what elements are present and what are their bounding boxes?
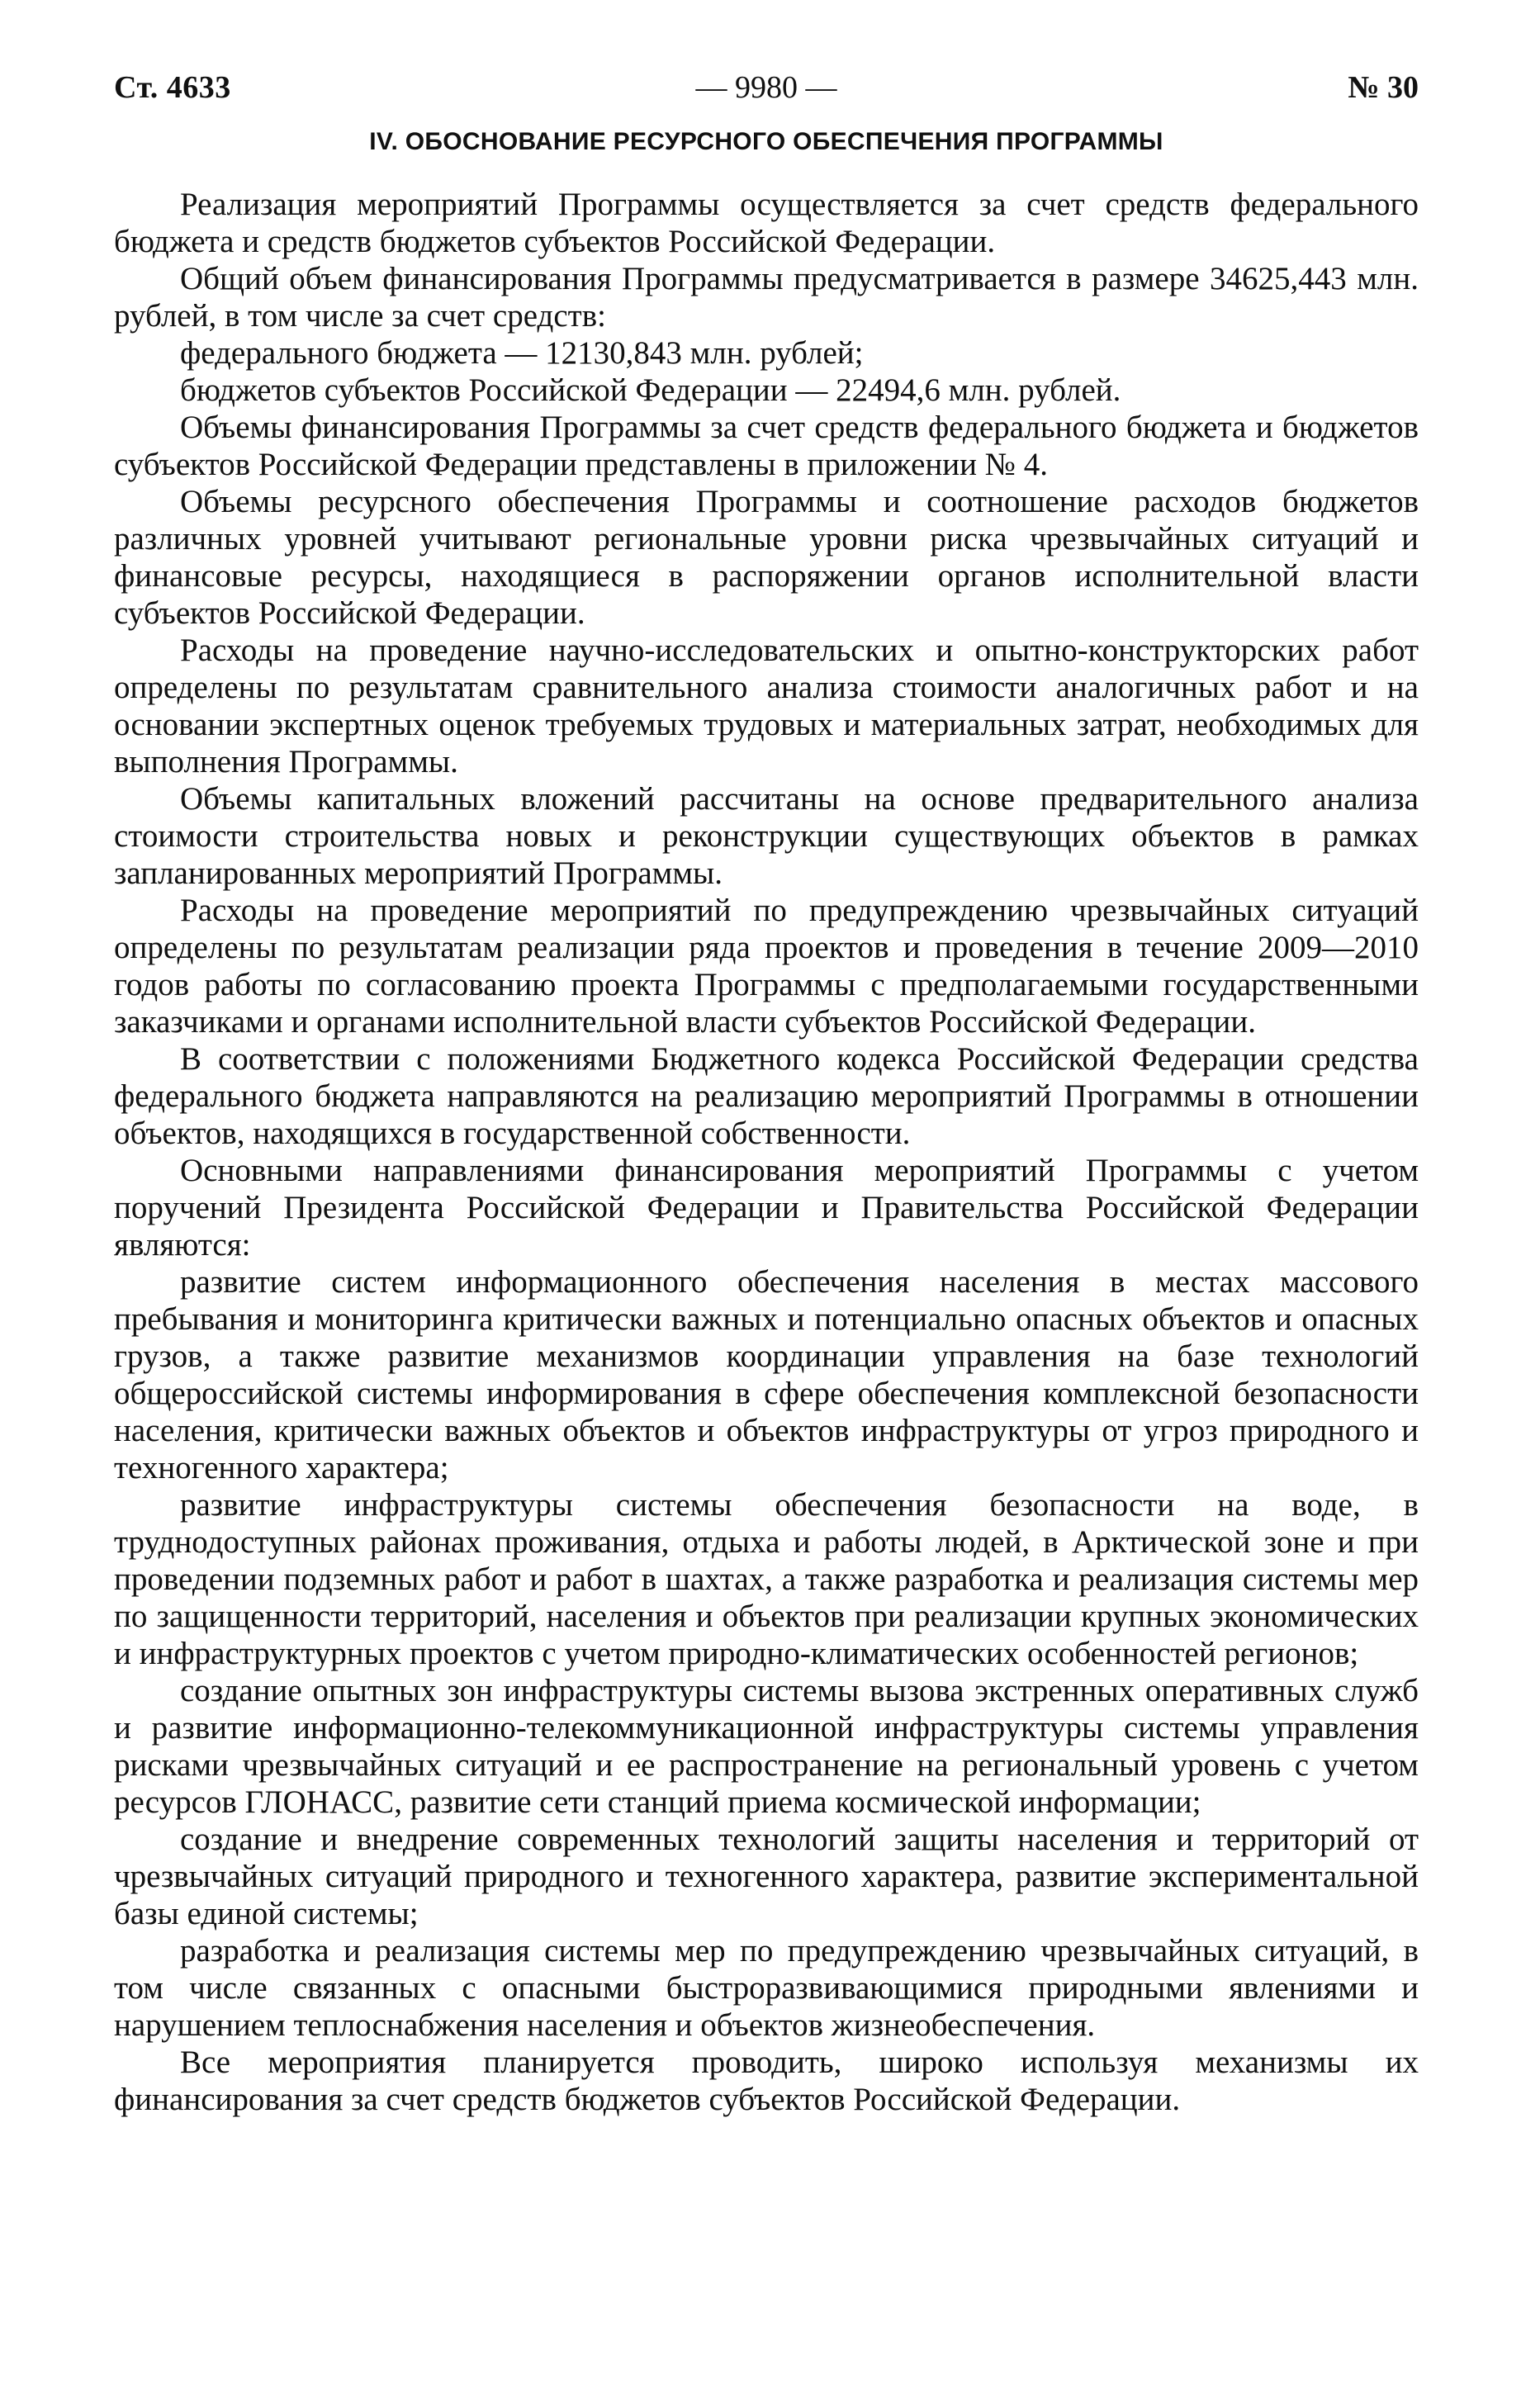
paragraph: бюджетов субъектов Российской Федерации — 22494,6 млн. рублей. bbox=[180, 372, 1121, 408]
page-header bbox=[114, 69, 1419, 119]
issue-number: № 30 bbox=[1348, 70, 1419, 105]
body-text bbox=[114, 186, 1419, 2118]
paragraph: В соответствии с положениями Бюджетного кодекса Российской Федерации средства федерального бюджета направляются на реализацию мероприятий Программы в отношении объектов, находящихся в государственной собственности. bbox=[114, 1041, 1419, 1151]
list-item: создание и внедрение современных технологий защиты населения и территорий от чрезвычайных ситуаций природного и техногенного характера, развитие экспериментальной базы единой системы; bbox=[114, 1822, 1419, 1931]
paragraph: Объемы ресурсного обеспечения Программы и соотношение расходов бюджетов различных уровней учитывают региональные уровни риска чрезвычайных ситуаций и финансовые ресурсы, находящиеся в распоряжении органов исполнительной власти субъектов Российской Федерации. bbox=[114, 484, 1419, 631]
list-item: создание опытных зон инфраструктуры системы вызова экстренных оперативных служб и развитие информационно-телекоммуникационной инфраструктуры системы управления рисками чрезвычайных ситуаций и ее распространение на региональный уровень с учетом ресурсов ГЛОНАСС, развитие сети станций приема космической информации; bbox=[114, 1673, 1419, 1820]
list-item: развитие систем информационного обеспечения населения в местах массового пребывания и мониторинга критически важных и потенциально опасных объектов и опасных грузов, а также развитие механизмов координации управления на базе технологий общероссийской системы информирования в сфере обеспечения комплексной безопасности населения, критически важных объектов и объектов инфраструктуры от угроз природного и техногенного характера; bbox=[114, 1264, 1419, 1485]
paragraph: Объемы финансирования Программы за счет средств федерального бюджета и бюджетов субъектов Российской Федерации представлены в приложении № 4. bbox=[114, 410, 1419, 482]
list-item: развитие инфраструктуры системы обеспечения безопасности на воде, в труднодоступных районах проживания, отдыха и работы людей, в Арктической зоне и при проведении подземных работ и работ в шахтах, а также разработка и реализация системы мер по защищенности территорий, населения и объектов при реализации крупных экономических и инфраструктурных проектов с учетом природно-климатических особенностей регионов; bbox=[114, 1487, 1419, 1671]
document-page bbox=[114, 0, 1419, 2388]
article-number: Ст. 4633 bbox=[114, 70, 231, 105]
paragraph: Объемы капитальных вложений рассчитаны на основе предварительного анализа стоимости строительства новых и реконструкции существующих объектов в рамках запланированных мероприятий Программы. bbox=[114, 781, 1419, 891]
paragraph: Расходы на проведение научно-исследовательских и опытно-конструкторских работ определены по результатам сравнительного анализа стоимости аналогичных работ и на основании экспертных оценок требуемых трудовых и материальных затрат, необходимых для выполнения Программы. bbox=[114, 633, 1419, 779]
section-title: IV. ОБОСНОВАНИЕ РЕСУРСНОГО ОБЕСПЕЧЕНИЯ ПРОГРАММЫ bbox=[369, 128, 1163, 155]
paragraph: Общий объем финансирования Программы предусматривается в размере 34625,443 млн. рублей, в том числе за счет средств: bbox=[114, 261, 1419, 334]
list-item: разработка и реализация системы мер по предупреждению чрезвычайных ситуаций, в том числе связанных с опасными быстроразвивающимися природными явлениями и нарушением теплоснабжения населения и объектов жизнеобеспечения. bbox=[114, 1933, 1419, 2043]
paragraph: Расходы на проведение мероприятий по предупреждению чрезвычайных ситуаций определены по результатам реализации ряда проектов и проведения в течение 2009—2010 годов работы по согласованию проекта Программы с предполагаемыми государственными заказчиками и органами исполнительной власти субъектов Российской Федерации. bbox=[114, 893, 1419, 1040]
paragraph: Все мероприятия планируется проводить, широко используя механизмы их финансирования за счет средств бюджетов субъектов Российской Федерации. bbox=[114, 2044, 1419, 2117]
paragraph: федерального бюджета — 12130,843 млн. рублей; bbox=[180, 335, 864, 371]
paragraph: Основными направлениями финансирования мероприятий Программы с учетом поручений Президента Российской Федерации и Правительства Российской Федерации являются: bbox=[114, 1153, 1419, 1263]
paragraph: Реализация мероприятий Программы осуществляется за счет средств федерального бюджета и средств бюджетов субъектов Российской Федерации. bbox=[114, 187, 1419, 259]
page-number: — 9980 — bbox=[695, 70, 837, 105]
